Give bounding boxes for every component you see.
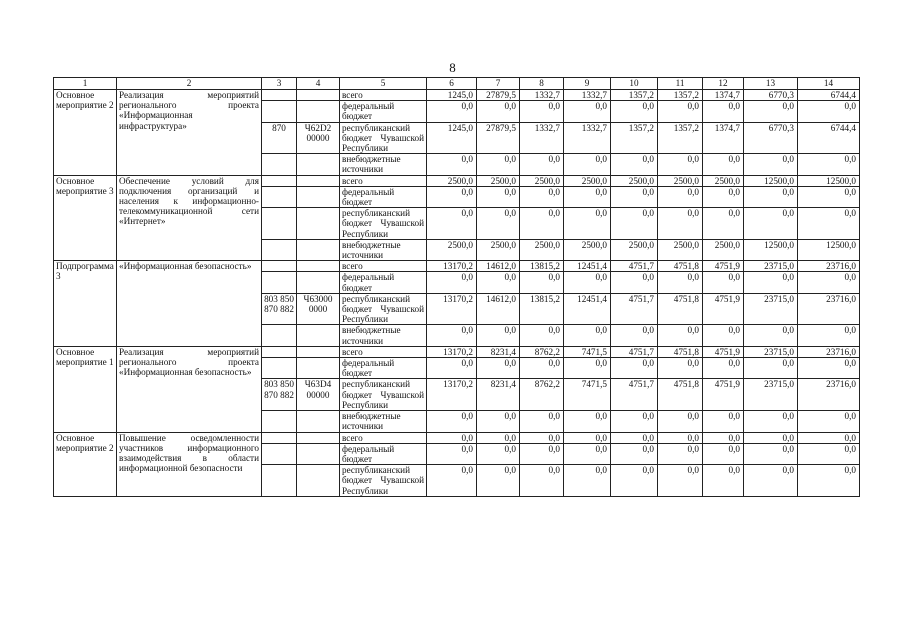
amount-cell: 0,0 bbox=[427, 432, 477, 443]
amount-cell: 0,0 bbox=[703, 358, 744, 379]
amount-cell: 0,0 bbox=[477, 186, 520, 207]
amount-cell: 8231,4 bbox=[477, 379, 520, 411]
column-header: 5 bbox=[340, 78, 427, 90]
amount-cell: 2500,0 bbox=[564, 175, 611, 186]
amount-cell: 1357,2 bbox=[658, 122, 703, 154]
amount-cell: 2500,0 bbox=[520, 239, 564, 260]
amount-cell: 0,0 bbox=[564, 432, 611, 443]
column-header: 3 bbox=[262, 78, 297, 90]
administrator-code bbox=[262, 411, 297, 432]
program-description: Обеспечение условий для подключения организаций и населения к информационно-телекоммуникационной сети «Интернет» bbox=[117, 175, 262, 261]
amount-cell: 0,0 bbox=[520, 208, 564, 240]
amount-cell: 0,0 bbox=[477, 443, 520, 464]
target-article-code bbox=[297, 346, 340, 357]
amount-cell: 14612,0 bbox=[477, 261, 520, 272]
amount-cell: 0,0 bbox=[611, 272, 658, 293]
amount-cell: 23715,0 bbox=[744, 261, 798, 272]
column-header: 14 bbox=[798, 78, 860, 90]
amount-cell: 0,0 bbox=[744, 325, 798, 346]
amount-cell: 0,0 bbox=[744, 465, 798, 497]
amount-cell: 0,0 bbox=[658, 465, 703, 497]
amount-cell: 0,0 bbox=[427, 465, 477, 497]
amount-cell: 1245,0 bbox=[427, 90, 477, 101]
amount-cell: 2500,0 bbox=[477, 175, 520, 186]
amount-cell: 12500,0 bbox=[744, 239, 798, 260]
amount-cell: 12500,0 bbox=[744, 175, 798, 186]
amount-cell: 4751,8 bbox=[658, 379, 703, 411]
amount-cell: 2500,0 bbox=[658, 175, 703, 186]
table-row bbox=[54, 346, 860, 357]
amount-cell: 0,0 bbox=[798, 358, 860, 379]
administrator-code bbox=[262, 465, 297, 497]
funding-source: федеральный бюджет bbox=[340, 443, 427, 464]
amount-cell: 13815,2 bbox=[520, 261, 564, 272]
amount-cell: 0,0 bbox=[658, 443, 703, 464]
amount-cell: 0,0 bbox=[744, 186, 798, 207]
administrator-code bbox=[262, 432, 297, 443]
administrator-code: 803 850 870 882 bbox=[262, 293, 297, 325]
amount-cell: 0,0 bbox=[744, 432, 798, 443]
target-article-code bbox=[297, 358, 340, 379]
amount-cell: 13170,2 bbox=[427, 379, 477, 411]
amount-cell: 2500,0 bbox=[658, 239, 703, 260]
administrator-code bbox=[262, 358, 297, 379]
funding-source: республиканский бюджет Чувашской Республики bbox=[340, 379, 427, 411]
amount-cell: 6744,4 bbox=[798, 90, 860, 101]
administrator-code bbox=[262, 346, 297, 357]
target-article-code bbox=[297, 443, 340, 464]
amount-cell: 0,0 bbox=[744, 443, 798, 464]
amount-cell: 0,0 bbox=[798, 272, 860, 293]
amount-cell: 2500,0 bbox=[703, 175, 744, 186]
amount-cell: 0,0 bbox=[798, 154, 860, 175]
target-article-code bbox=[297, 272, 340, 293]
funding-source: республиканский бюджет Чувашской Республики bbox=[340, 122, 427, 154]
amount-cell: 0,0 bbox=[520, 154, 564, 175]
amount-cell: 4751,8 bbox=[658, 346, 703, 357]
funding-source: республиканский бюджет Чувашской Республики bbox=[340, 208, 427, 240]
amount-cell: 1374,7 bbox=[703, 90, 744, 101]
amount-cell: 0,0 bbox=[477, 208, 520, 240]
amount-cell: 4751,9 bbox=[703, 293, 744, 325]
program-description: «Информационная безопасность» bbox=[117, 261, 262, 347]
amount-cell: 0,0 bbox=[703, 411, 744, 432]
amount-cell: 23716,0 bbox=[798, 346, 860, 357]
target-article-code bbox=[297, 432, 340, 443]
funding-source: федеральный бюджет bbox=[340, 101, 427, 122]
amount-cell: 0,0 bbox=[703, 186, 744, 207]
amount-cell: 0,0 bbox=[520, 186, 564, 207]
amount-cell: 14612,0 bbox=[477, 293, 520, 325]
target-article-code: Ч63000 0000 bbox=[297, 293, 340, 325]
amount-cell: 4751,9 bbox=[703, 261, 744, 272]
amount-cell: 0,0 bbox=[658, 432, 703, 443]
program-description: Повышение осведомленности участников информационного взаимодействия в области информационной безопасности bbox=[117, 432, 262, 496]
amount-cell: 7471,5 bbox=[564, 379, 611, 411]
table-row bbox=[54, 261, 860, 272]
amount-cell: 0,0 bbox=[520, 411, 564, 432]
amount-cell: 13170,2 bbox=[427, 346, 477, 357]
amount-cell: 6770,3 bbox=[744, 122, 798, 154]
administrator-code: 803 850 870 882 bbox=[262, 379, 297, 411]
target-article-code bbox=[297, 411, 340, 432]
amount-cell: 0,0 bbox=[658, 154, 703, 175]
amount-cell: 1332,7 bbox=[520, 122, 564, 154]
amount-cell: 2500,0 bbox=[427, 239, 477, 260]
amount-cell: 0,0 bbox=[703, 325, 744, 346]
target-article-code bbox=[297, 239, 340, 260]
amount-cell: 8762,2 bbox=[520, 379, 564, 411]
amount-cell: 0,0 bbox=[564, 154, 611, 175]
column-header: 13 bbox=[744, 78, 798, 90]
program-description: Реализация мероприятий регионального проекта «Информационная инфраструктура» bbox=[117, 90, 262, 176]
amount-cell: 0,0 bbox=[427, 358, 477, 379]
amount-cell: 4751,9 bbox=[703, 379, 744, 411]
amount-cell: 0,0 bbox=[744, 411, 798, 432]
amount-cell: 0,0 bbox=[477, 465, 520, 497]
column-header: 6 bbox=[427, 78, 477, 90]
amount-cell: 0,0 bbox=[427, 443, 477, 464]
amount-cell: 6744,4 bbox=[798, 122, 860, 154]
amount-cell: 0,0 bbox=[520, 358, 564, 379]
amount-cell: 1332,7 bbox=[520, 90, 564, 101]
amount-cell: 0,0 bbox=[477, 325, 520, 346]
administrator-code bbox=[262, 208, 297, 240]
amount-cell: 0,0 bbox=[611, 411, 658, 432]
amount-cell: 0,0 bbox=[564, 443, 611, 464]
amount-cell: 0,0 bbox=[427, 101, 477, 122]
amount-cell: 0,0 bbox=[744, 101, 798, 122]
column-header: 9 bbox=[564, 78, 611, 90]
amount-cell: 0,0 bbox=[477, 411, 520, 432]
amount-cell: 0,0 bbox=[703, 443, 744, 464]
table-row bbox=[54, 90, 860, 101]
amount-cell: 0,0 bbox=[477, 432, 520, 443]
amount-cell: 0,0 bbox=[703, 101, 744, 122]
amount-cell: 7471,5 bbox=[564, 346, 611, 357]
amount-cell: 0,0 bbox=[744, 272, 798, 293]
amount-cell: 2500,0 bbox=[564, 239, 611, 260]
table-row bbox=[54, 432, 860, 443]
column-header: 4 bbox=[297, 78, 340, 90]
amount-cell: 0,0 bbox=[520, 432, 564, 443]
amount-cell: 0,0 bbox=[798, 101, 860, 122]
amount-cell: 13815,2 bbox=[520, 293, 564, 325]
amount-cell: 2500,0 bbox=[703, 239, 744, 260]
amount-cell: 2500,0 bbox=[477, 239, 520, 260]
administrator-code bbox=[262, 239, 297, 260]
amount-cell: 0,0 bbox=[611, 432, 658, 443]
amount-cell: 0,0 bbox=[611, 465, 658, 497]
page-number: 8 bbox=[449, 60, 456, 75]
administrator-code: 870 bbox=[262, 122, 297, 154]
funding-source: всего bbox=[340, 90, 427, 101]
amount-cell: 0,0 bbox=[611, 443, 658, 464]
administrator-code bbox=[262, 325, 297, 346]
amount-cell: 1332,7 bbox=[564, 90, 611, 101]
amount-cell: 0,0 bbox=[798, 411, 860, 432]
amount-cell: 0,0 bbox=[427, 154, 477, 175]
amount-cell: 0,0 bbox=[658, 208, 703, 240]
amount-cell: 0,0 bbox=[477, 101, 520, 122]
target-article-code bbox=[297, 186, 340, 207]
administrator-code bbox=[262, 154, 297, 175]
amount-cell: 0,0 bbox=[427, 325, 477, 346]
amount-cell: 4751,8 bbox=[658, 293, 703, 325]
amount-cell: 0,0 bbox=[564, 272, 611, 293]
amount-cell: 0,0 bbox=[564, 358, 611, 379]
amount-cell: 1357,2 bbox=[658, 90, 703, 101]
column-header: 10 bbox=[611, 78, 658, 90]
amount-cell: 0,0 bbox=[703, 432, 744, 443]
amount-cell: 0,0 bbox=[658, 272, 703, 293]
column-header: 8 bbox=[520, 78, 564, 90]
amount-cell: 0,0 bbox=[611, 208, 658, 240]
amount-cell: 13170,2 bbox=[427, 293, 477, 325]
amount-cell: 0,0 bbox=[564, 208, 611, 240]
funding-source: республиканский бюджет Чувашской Республики bbox=[340, 293, 427, 325]
column-header: 11 bbox=[658, 78, 703, 90]
column-header: 1 bbox=[54, 78, 117, 90]
column-header: 12 bbox=[703, 78, 744, 90]
administrator-code bbox=[262, 186, 297, 207]
amount-cell: 0,0 bbox=[477, 272, 520, 293]
amount-cell: 0,0 bbox=[744, 208, 798, 240]
budget-table bbox=[53, 77, 860, 497]
target-article-code bbox=[297, 208, 340, 240]
amount-cell: 23715,0 bbox=[744, 293, 798, 325]
amount-cell: 0,0 bbox=[520, 101, 564, 122]
amount-cell: 27879,5 bbox=[477, 122, 520, 154]
funding-source: внебюджетные источники bbox=[340, 239, 427, 260]
funding-source: всего bbox=[340, 261, 427, 272]
amount-cell: 2500,0 bbox=[611, 239, 658, 260]
amount-cell: 0,0 bbox=[564, 186, 611, 207]
amount-cell: 0,0 bbox=[703, 465, 744, 497]
amount-cell: 4751,7 bbox=[611, 261, 658, 272]
funding-source: всего bbox=[340, 346, 427, 357]
amount-cell: 0,0 bbox=[703, 208, 744, 240]
program-description: Реализация мероприятий регионального проекта «Информационная безопасность» bbox=[117, 346, 262, 432]
amount-cell: 2500,0 bbox=[520, 175, 564, 186]
amount-cell: 0,0 bbox=[798, 443, 860, 464]
target-article-code bbox=[297, 325, 340, 346]
amount-cell: 1245,0 bbox=[427, 122, 477, 154]
amount-cell: 0,0 bbox=[658, 325, 703, 346]
amount-cell: 0,0 bbox=[798, 186, 860, 207]
funding-source: федеральный бюджет bbox=[340, 186, 427, 207]
amount-cell: 0,0 bbox=[658, 411, 703, 432]
amount-cell: 0,0 bbox=[520, 443, 564, 464]
amount-cell: 6770,3 bbox=[744, 90, 798, 101]
administrator-code bbox=[262, 261, 297, 272]
administrator-code bbox=[262, 175, 297, 186]
amount-cell: 0,0 bbox=[658, 101, 703, 122]
program-title: Основное мероприятие 3 bbox=[54, 175, 117, 261]
amount-cell: 1357,2 bbox=[611, 122, 658, 154]
amount-cell: 1374,7 bbox=[703, 122, 744, 154]
table-body bbox=[54, 78, 860, 497]
amount-cell: 0,0 bbox=[744, 358, 798, 379]
amount-cell: 23716,0 bbox=[798, 379, 860, 411]
funding-source: всего bbox=[340, 432, 427, 443]
amount-cell: 4751,9 bbox=[703, 346, 744, 357]
amount-cell: 0,0 bbox=[703, 154, 744, 175]
target-article-code: Ч63D4 00000 bbox=[297, 379, 340, 411]
amount-cell: 2500,0 bbox=[611, 175, 658, 186]
amount-cell: 0,0 bbox=[427, 272, 477, 293]
amount-cell: 0,0 bbox=[611, 358, 658, 379]
amount-cell: 0,0 bbox=[477, 154, 520, 175]
table-row bbox=[54, 175, 860, 186]
amount-cell: 8231,4 bbox=[477, 346, 520, 357]
amount-cell: 0,0 bbox=[564, 101, 611, 122]
funding-source: федеральный бюджет bbox=[340, 272, 427, 293]
amount-cell: 0,0 bbox=[427, 208, 477, 240]
funding-source: внебюджетные источники bbox=[340, 325, 427, 346]
program-title: Основное мероприятие 2 bbox=[54, 90, 117, 176]
funding-source: внебюджетные источники bbox=[340, 411, 427, 432]
amount-cell: 12500,0 bbox=[798, 239, 860, 260]
target-article-code bbox=[297, 154, 340, 175]
amount-cell: 1332,7 bbox=[564, 122, 611, 154]
amount-cell: 4751,7 bbox=[611, 346, 658, 357]
amount-cell: 0,0 bbox=[564, 411, 611, 432]
administrator-code bbox=[262, 101, 297, 122]
amount-cell: 0,0 bbox=[427, 186, 477, 207]
amount-cell: 13170,2 bbox=[427, 261, 477, 272]
amount-cell: 27879,5 bbox=[477, 90, 520, 101]
target-article-code: Ч62D2 00000 bbox=[297, 122, 340, 154]
amount-cell: 12451,4 bbox=[564, 261, 611, 272]
amount-cell: 0,0 bbox=[477, 358, 520, 379]
funding-source: республиканский бюджет Чувашской Республики bbox=[340, 465, 427, 497]
amount-cell: 8762,2 bbox=[520, 346, 564, 357]
amount-cell: 0,0 bbox=[744, 154, 798, 175]
header-row bbox=[54, 78, 860, 90]
amount-cell: 4751,8 bbox=[658, 261, 703, 272]
column-header: 7 bbox=[477, 78, 520, 90]
funding-source: внебюджетные источники bbox=[340, 154, 427, 175]
amount-cell: 0,0 bbox=[611, 186, 658, 207]
amount-cell: 23716,0 bbox=[798, 261, 860, 272]
amount-cell: 0,0 bbox=[658, 186, 703, 207]
amount-cell: 0,0 bbox=[611, 325, 658, 346]
amount-cell: 12500,0 bbox=[798, 175, 860, 186]
amount-cell: 1357,2 bbox=[611, 90, 658, 101]
program-title: Основное мероприятие 1 bbox=[54, 346, 117, 432]
amount-cell: 0,0 bbox=[427, 411, 477, 432]
amount-cell: 0,0 bbox=[564, 325, 611, 346]
amount-cell: 0,0 bbox=[611, 101, 658, 122]
amount-cell: 0,0 bbox=[798, 208, 860, 240]
amount-cell: 0,0 bbox=[798, 465, 860, 497]
program-title: Основное мероприятие 2 bbox=[54, 432, 117, 496]
target-article-code bbox=[297, 90, 340, 101]
amount-cell: 0,0 bbox=[798, 325, 860, 346]
amount-cell: 0,0 bbox=[564, 465, 611, 497]
target-article-code bbox=[297, 101, 340, 122]
amount-cell: 12451,4 bbox=[564, 293, 611, 325]
amount-cell: 23715,0 bbox=[744, 346, 798, 357]
program-title: Подпрограмма 3 bbox=[54, 261, 117, 347]
funding-source: всего bbox=[340, 175, 427, 186]
administrator-code bbox=[262, 272, 297, 293]
column-header: 2 bbox=[117, 78, 262, 90]
amount-cell: 0,0 bbox=[520, 465, 564, 497]
target-article-code bbox=[297, 465, 340, 497]
administrator-code bbox=[262, 443, 297, 464]
amount-cell: 0,0 bbox=[798, 432, 860, 443]
target-article-code bbox=[297, 175, 340, 186]
amount-cell: 23715,0 bbox=[744, 379, 798, 411]
amount-cell: 4751,7 bbox=[611, 379, 658, 411]
amount-cell: 4751,7 bbox=[611, 293, 658, 325]
amount-cell: 0,0 bbox=[611, 154, 658, 175]
funding-source: федеральный бюджет bbox=[340, 358, 427, 379]
amount-cell: 0,0 bbox=[703, 272, 744, 293]
administrator-code bbox=[262, 90, 297, 101]
amount-cell: 23716,0 bbox=[798, 293, 860, 325]
amount-cell: 0,0 bbox=[520, 272, 564, 293]
target-article-code bbox=[297, 261, 340, 272]
amount-cell: 0,0 bbox=[658, 358, 703, 379]
amount-cell: 2500,0 bbox=[427, 175, 477, 186]
amount-cell: 0,0 bbox=[520, 325, 564, 346]
